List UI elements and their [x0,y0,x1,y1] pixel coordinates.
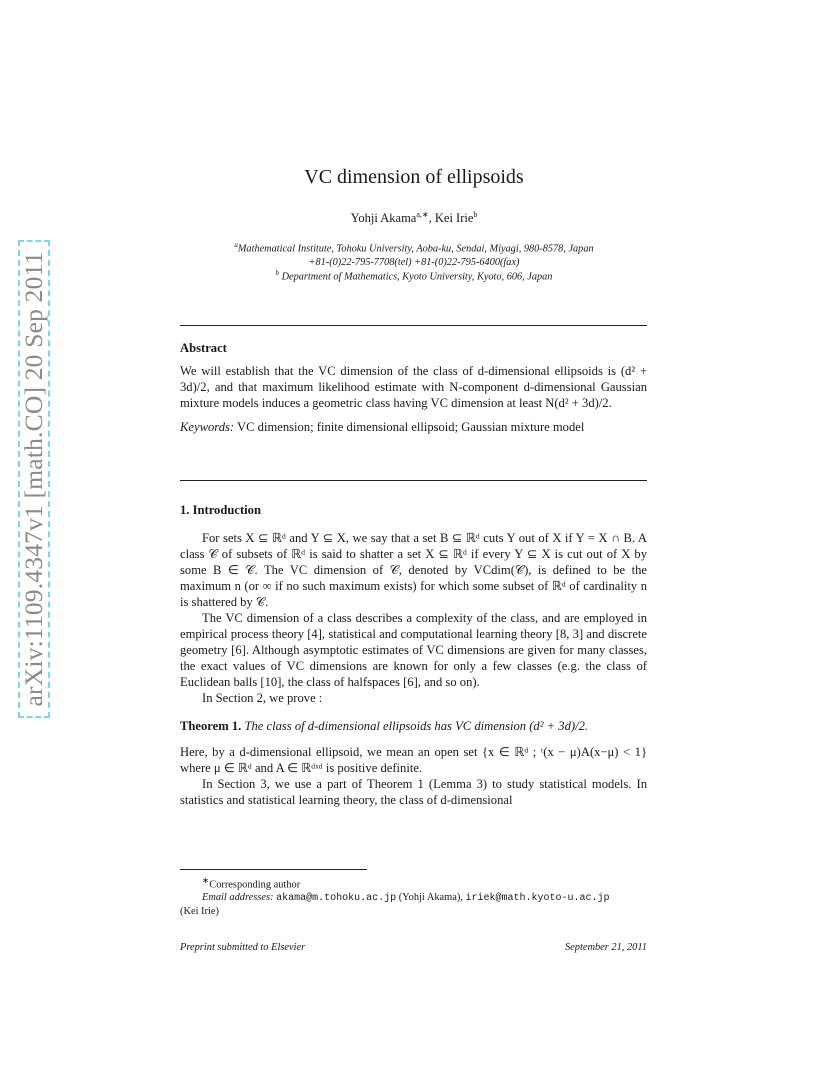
theorem-1-label: Theorem 1. [180,719,242,733]
affiliation-b-line: Department of Mathematics, Kyoto University, Kyoto, 606, Japan [279,271,553,283]
keywords-label: Keywords: [180,420,235,434]
affiliation-b-mark: b [275,269,280,277]
paper-title: VC dimension of ellipsoids [304,166,524,188]
affiliation-a-line2: +81-(0)22-795-7708(tel) +81-(0)22-795-6400(fax) [308,257,520,269]
abstract-text: We will establish that the VC dimension of the class of d-dimensional ellipsoids is (d² + 3d)/2, and that maximum likelihood estimate with N-component d-dimensional Gaussian mixture models induces a geometric class having VC dimension at least N(d² + 3d)/2. [180,364,647,410]
footnote-mark: ∗ [202,875,210,885]
abstract-bottom-rule [180,480,647,481]
author-1: Yohji Akama [350,211,417,226]
introduction-heading: 1. Introduction [180,503,261,517]
email-irie[interactable]: iriek@math.kyoto-u.ac.jp [465,893,610,905]
introduction-section [180,502,647,808]
footnote-emails [180,891,647,905]
affiliation-a-mark: a [234,241,238,249]
footer-right: September 21, 2011 [564,942,647,953]
author-2: , Kei Irie [428,211,474,226]
keywords-text: VC dimension; finite dimensional ellipsoid; Gaussian mixture model [234,420,585,434]
theorem-1-text: The class of d-dimensional ellipsoids has VC dimension (d² + 3d)/2. [244,719,589,733]
email-akama[interactable]: akama@m.tohoku.ac.jp [276,893,397,905]
arxiv-stamp [18,240,50,718]
abstract-section [180,340,647,435]
intro-paragraph-2: The VC dimension of a class describes a complexity of the class, and are employed in empirical process theory [4], statistical and computational learning theory [8, 3] and discrete geometry [6]. Although asymptotic estimates of VC dimensions are given for many classes, the exact values of VC dimensions are known for only a few classes (e.g. the class of Euclidean balls [10], the class of halfspaces [6], and so on). [180,611,647,689]
abstract-top-rule [180,325,647,326]
intro-paragraph-4: Here, by a d-dimensional ellipsoid, we mean an open set {x ∈ ℝᵈ ; ᵗ(x − μ)A(x−μ) < 1} where μ ∈ ℝᵈ and A ∈ ℝᵈˣᵈ is positive definite. [180,745,647,775]
author-line [0,210,828,226]
email-name-irie: (Kei Irie) [180,906,219,918]
intro-paragraph-1: For sets X ⊆ ℝᵈ and Y ⊆ X, we say that a set B ⊆ ℝᵈ cuts Y out of X if Y = X ∩ B. A class 𝒞 of subsets of ℝᵈ is said to shatter a set X ⊆ ℝᵈ if every Y ⊆ X is cut out of X by some B ∈ 𝒞. The VC dimension of 𝒞, denoted by VCdim(𝒞), is defined to be the maximum n (or ∞ if no such maximum exists) for which some subset of ℝᵈ of cardinality n is shattered by 𝒞. [180,531,647,609]
footnote-corresponding [180,874,647,891]
page-footer [180,941,647,954]
intro-paragraph-3: In Section 2, we prove : [202,691,323,705]
footnote-rule [180,869,367,870]
footnote [180,874,647,918]
affiliation-b [130,266,698,284]
abstract-heading: Abstract [180,341,227,355]
arxiv-id: arXiv:1109.4347v1 [math.CO] 20 Sep 2011 [19,251,48,707]
theorem-1 [180,718,647,734]
footer-left: Preprint submitted to Elsevier [180,942,306,953]
author-2-marks: b [473,210,478,219]
intro-paragraph-5: In Section 3, we use a part of Theorem 1 (Lemma 3) to study statistical models. In statistics and statistical learning theory, the class of d-dimensional [180,777,647,807]
footnote-corresponding-text: Corresponding author [209,879,301,891]
email-name-akama: (Yohji Akama), [396,892,466,904]
author-1-marks: a,∗ [416,210,429,219]
affiliation-a-line1: Mathematical Institute, Tohoku University, Aoba-ku, Sendai, Miyagi, 980-8578, Japan [237,243,594,255]
keywords [180,419,647,435]
email-label: Email addresses: [202,892,274,904]
